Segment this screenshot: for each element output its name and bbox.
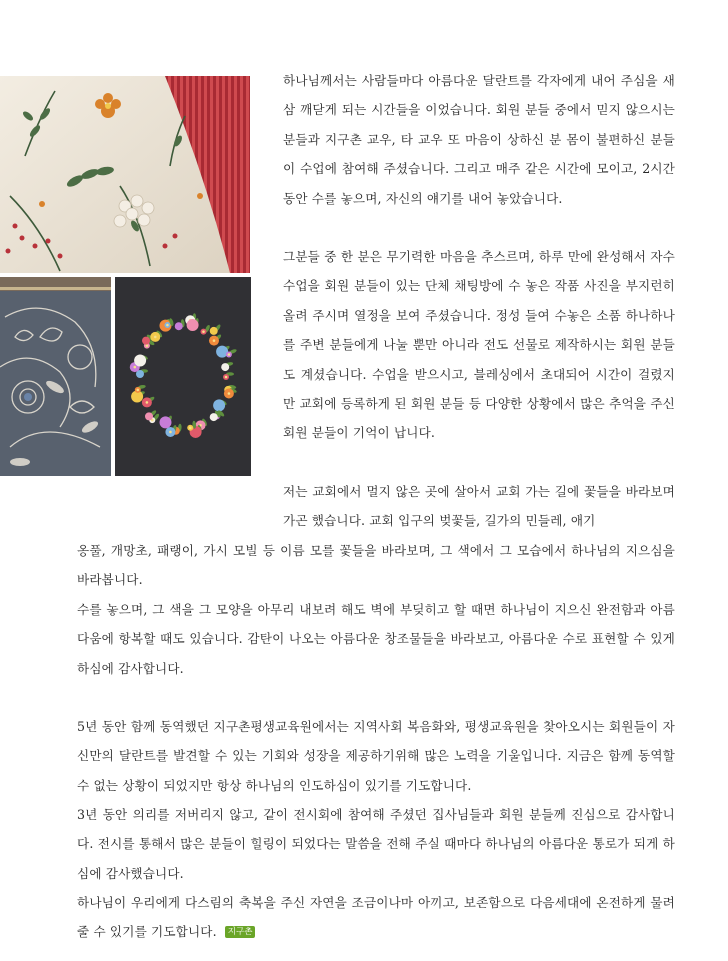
article-paragraph-4: 수를 놓으며, 그 색을 그 모양을 아무리 내보려 해도 벽에 부딪히고 할 때면 하나님이 지으신 완전함과 아름다움에 항복할 때도 있습니다. 감탄이 나오는 아름다운 창조물들을 바라보고, 아름다운 수로 표현할 수 있게 하심에 감사합니다.	[77, 602, 675, 676]
article-paragraph-7	[77, 888, 675, 947]
article-paragraph-5: 5년 동안 함께 동역했던 지구촌평생교육원에서는 지역사회 복음화와, 평생교육원을 찾아오시는 회원들이 자신만의 달란트를 발견할 수 있는 기회와 성장을 제공하기위해 많은 노력을 기울입니다. 지금은 함께 동역할 수 없는 상황이 되었지만 항상 하나님의 인도하심이 있기를 기도합니다.	[77, 719, 675, 793]
article-paragraph-7-text: 하나님이 우리에게 다스림의 축복을 주신 자연을 조금이나마 아끼고, 보존함으로 다음세대에 온전하게 물려줄 수 있기를 기도합니다.	[77, 895, 675, 940]
article-paragraph-1: 하나님께서는 사람들마다 아름다운 달란트를 각자에게 내어 주심을 새삼 깨닫게 되는 시간들을 이었습니다. 회원 분들 중에서 믿지 않으시는 분들과 지구촌 교우, 타 교우 또 마음이 상하신 분 몸이 불편하신 분들이 수업에 참여해 주셨습니다. 그리고 매주 같은 시간에 모이고, 2시간 동안 수를 놓으며, 자신의 얘기를 내어 놓았습니다.	[283, 73, 675, 206]
article-paragraph-3-continued: 옹풀, 개망초, 패랭이, 가시 모빌 등 이름 모를 꽃들을 바라보며, 그 색에서 그 모습에서 하나님의 지으심을 바라봅니다.	[77, 543, 675, 588]
lace-embroidery-photo	[0, 277, 111, 476]
flower-wreath-embroidery-photo	[115, 277, 251, 476]
embroidered-pillow-photo	[0, 76, 250, 273]
jiguchon-badge: 지구촌	[225, 926, 256, 938]
article-paragraph-6: 3년 동안 의리를 저버리지 않고, 같이 전시회에 참여해 주셨던 집사님들과 회원 분들께 진심으로 감사합니다. 전시를 통해서 많은 분들이 힐링이 되었다는 말씀을 전해 주실 때마다 하나님의 아름다운 통로가 되게 하심에 감사했습니다.	[77, 807, 675, 881]
article-paragraph-2: 그분들 중 한 분은 무기력한 마음을 추스르며, 하루 만에 완성해서 자수 수업을 회원 분들이 있는 단체 채팅방에 수 놓은 작품 사진을 부지런히 올려 주시며 열정을 보여 주셨습니다. 정성 들여 수놓은 소품 하나하나를 주변 분들에게 나눌 뿐만 아니라 전도 선물로 제작하시는 회원 분들도 계셨습니다. 수업을 받으시고, 블레싱에서 초대되어 시간이 걸렸지만 교회에 등록하게 된 회원 분들 등 다양한 상황에서 많은 추억을 주신 회원 분들이 기억이 납니다.	[283, 249, 675, 441]
article-paragraph-3-start: 저는 교회에서 멀지 않은 곳에 살아서 교회 가는 길에 꽃들을 바라보며 가곤 했습니다. 교회 입구의 벚꽃들, 길가의 민들레, 애기	[283, 484, 675, 529]
